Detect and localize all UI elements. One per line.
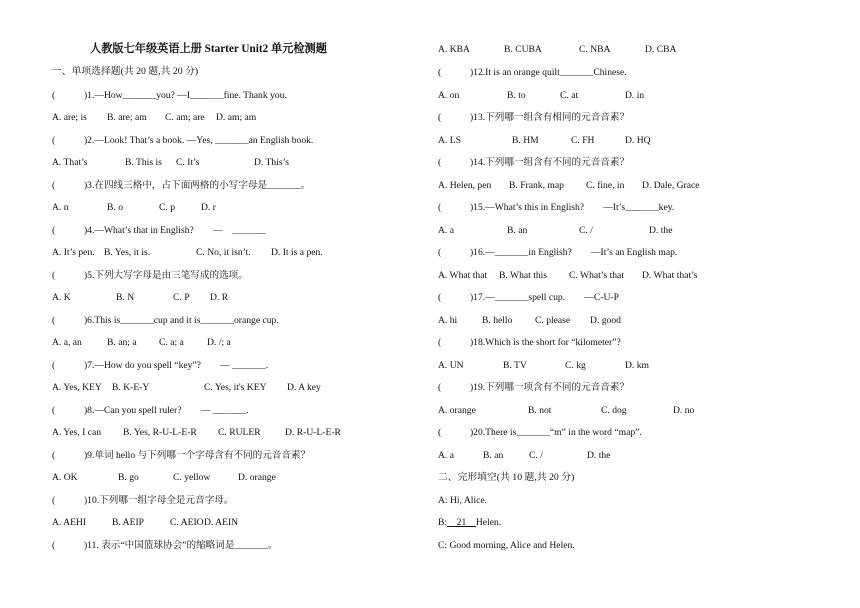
option: D. km: [625, 360, 649, 371]
question-11: ( )11. 表示“中国篮球协会”的缩略词是_______。: [52, 540, 278, 551]
option: C. yellow: [173, 472, 211, 483]
option: A. KBA: [438, 44, 470, 55]
option: B. are; am: [107, 112, 147, 123]
option: A. a: [438, 450, 454, 461]
option: B. o: [107, 202, 123, 213]
option: D. It is a pen.: [271, 247, 323, 258]
option: C. P: [173, 292, 190, 303]
page-title: 人教版七年级英语上册 Starter Unit2 单元检测题: [90, 43, 327, 55]
option: A. are; is: [52, 112, 87, 123]
blank-21: 21: [447, 517, 476, 528]
option: C. fine, in: [586, 180, 625, 191]
option: D. R: [210, 292, 229, 303]
question-15: ( )15.—What’s this in English? —It’s_______key.: [438, 202, 675, 213]
option: A. That’s: [52, 157, 88, 168]
option: B. an: [483, 450, 504, 461]
question-7: ( )7.—How do you spell “key”? — _______.: [52, 360, 269, 371]
option: D. r: [201, 202, 216, 213]
option: A. It’s pen.: [52, 247, 95, 258]
option: D. no: [673, 405, 695, 416]
section-1-heading: 一、单项选择题(共 20 题,共 20 分): [52, 66, 199, 77]
option: D. good: [590, 315, 621, 326]
question-3: ( )3.在四线三格中，占下面两格的小写字母是_______。: [52, 180, 311, 191]
option: D. orange: [238, 472, 276, 483]
option: B. K-E-Y: [112, 382, 150, 393]
option: A. What that: [438, 270, 488, 281]
section-2-heading: 二、完形填空(共 10 题,共 20 分): [438, 472, 575, 483]
option: A. a: [438, 225, 454, 236]
option: C. at: [560, 90, 579, 101]
option: B. HM: [512, 135, 539, 146]
question-10: ( )10.下列哪一组字母全是元音字母。: [52, 495, 234, 506]
option: D. AEIN: [204, 517, 239, 528]
option: D. What that’s: [642, 270, 698, 281]
question-6: ( )6.This is_______cup and it is_______orange cup.: [52, 315, 279, 326]
option: A. K: [52, 292, 71, 303]
option: C. NBA: [579, 44, 611, 55]
option: C. /: [579, 225, 593, 236]
option: A. Helen, pen: [438, 180, 492, 191]
option: B. This is: [125, 157, 162, 168]
question-16: ( )16.—_______in English? —It’s an English map.: [438, 247, 678, 258]
option: B. Yes, it is.: [104, 247, 151, 258]
option: B. CUBA: [504, 44, 542, 55]
option: D. the: [649, 225, 673, 236]
question-20: ( )20.There is_______“m” in the word “map”.: [438, 427, 642, 438]
question-12: ( )12.It is an orange quilt_______Chinese.: [438, 67, 627, 78]
option: D. /; a: [207, 337, 231, 348]
option: B. to: [507, 90, 526, 101]
option: D. A key: [287, 382, 321, 393]
option: C. No, it isn’t.: [196, 247, 251, 258]
question-5: ( )5.下列大写字母是由三笔写成的选项。: [52, 270, 248, 281]
option: B. Frank, map: [509, 180, 564, 191]
dialog-line-c: C: Good morning, Alice and Helen.: [438, 540, 575, 551]
option: A. hi: [438, 315, 458, 326]
option: A. Yes, I can: [52, 427, 102, 438]
option: B. What this: [499, 270, 548, 281]
option: C. What’s that: [569, 270, 624, 281]
option: D. Dale, Grace: [642, 180, 700, 191]
option: A. a, an: [52, 337, 82, 348]
option: C. RULER: [218, 427, 261, 438]
option: C. AEIO: [170, 517, 204, 528]
option: B. AEIP: [112, 517, 144, 528]
question-9: ( )9.单词 hello 与下列哪一个字母含有不同的元音音素？: [52, 450, 311, 461]
question-8: ( )8.—Can you spell ruler? — _______.: [52, 405, 249, 416]
dialog-line-a: A: Hi, Alice.: [438, 495, 488, 506]
option: D. am; am: [216, 112, 257, 123]
option: B. go: [118, 472, 139, 483]
option: C. kg: [565, 360, 586, 371]
option: C. am; are: [165, 112, 205, 123]
option: A. LS: [438, 135, 461, 146]
option: B. an; a: [107, 337, 137, 348]
option: B. not: [528, 405, 552, 416]
question-14: ( )14.下列哪一组含有不同的元音音素？: [438, 157, 630, 168]
option: B. Yes, R-U-L-E-R: [123, 427, 197, 438]
option: C. dog: [601, 405, 627, 416]
option: A. AEHI: [52, 517, 87, 528]
question-13: ( )13.下列哪一组含有相同的元音音素？: [438, 112, 630, 123]
option: D. the: [587, 450, 611, 461]
option: C. It’s: [176, 157, 200, 168]
question-18: ( )18.Which is the short for “kilometer”?: [438, 337, 621, 348]
option: B. N: [116, 292, 135, 303]
dialog-b-text: Helen.: [475, 517, 502, 528]
option: C. please: [535, 315, 571, 326]
option: C. FH: [571, 135, 595, 146]
option: A. orange: [438, 405, 476, 416]
option: D. in: [625, 90, 645, 101]
option: B. hello: [482, 315, 513, 326]
dialog-b-speaker: B:: [438, 517, 448, 528]
question-4: ( )4.—What’s that in English? — _______: [52, 225, 266, 236]
question-19: ( )19.下列哪一项含有不同的元音音素？: [438, 382, 630, 393]
option: D. CBA: [645, 44, 677, 55]
option: C. p: [159, 202, 175, 213]
option: A. on: [438, 90, 460, 101]
option: B. TV: [503, 360, 527, 371]
option: B. an: [507, 225, 528, 236]
option: A. OK: [52, 472, 78, 483]
option: C. /: [529, 450, 543, 461]
option: C. Yes, it's KEY: [204, 382, 267, 393]
option: A. Yes, KEY: [52, 382, 102, 393]
question-2: ( )2.—Look! That’s a book. —Yes, _______an English book.: [52, 135, 314, 146]
option: A. n: [52, 202, 69, 213]
option: D. R-U-L-E-R: [285, 427, 341, 438]
option: D. HQ: [625, 135, 651, 146]
question-17: ( )17.—_______spell cup. —C-U-P: [438, 292, 619, 303]
option: C. a; a: [159, 337, 184, 348]
option: D. This’s: [254, 157, 290, 168]
question-1: ( )1.—How_______you? —I_______fine. Thank you.: [52, 90, 287, 101]
option: A. UN: [438, 360, 464, 371]
dialog-line-b: [438, 517, 501, 529]
